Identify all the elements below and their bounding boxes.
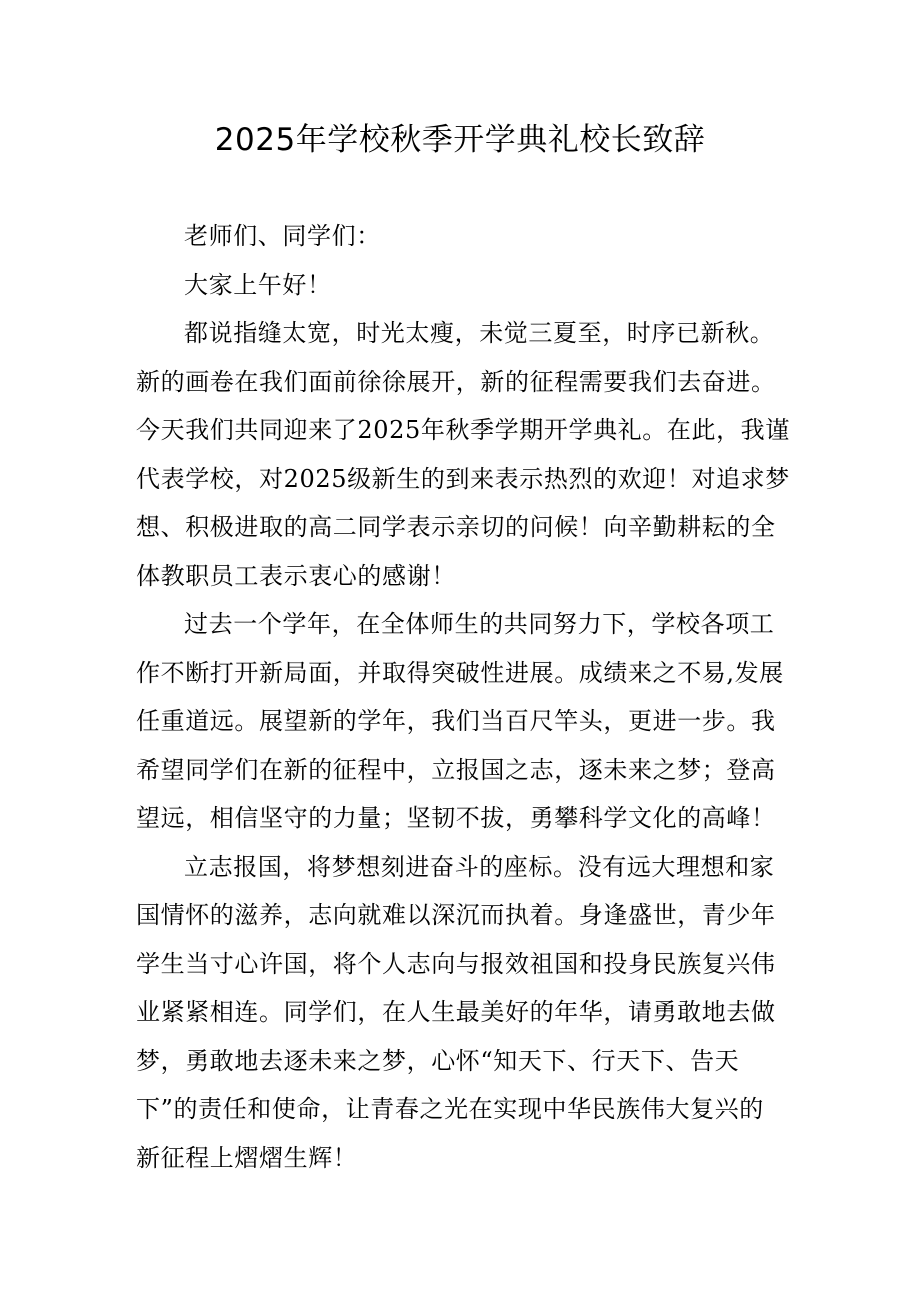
paragraph-line: 代表学校，对2025级新生的到来表示热烈的欢迎！对追求梦 [136,464,790,493]
paragraph-line: 新的画卷在我们面前徐徐展开，新的征程需要我们去奋进。 [136,367,776,396]
paragraph-line: 今天我们共同迎来了2025年秋季学期开学典礼。在此，我谨 [136,416,790,444]
paragraph-line: 梦，勇敢地去逐未来之梦，心怀“知天下、行天下、告天 [136,1046,740,1075]
paragraph-line: 任重道远。展望新的学年，我们当百尺竿头，更进一步。我 [136,707,776,735]
paragraph-line: 下”的责任和使命，让青春之光在实现中华民族伟大复兴的 [136,1095,764,1123]
paragraph-line: 望远，相信坚守的力量；坚韧不拔，勇攀科学文化的高峰！ [136,804,776,832]
document-title: 2025年学校秋季开学典礼校长致辞 [214,122,706,158]
paragraph-line: 过去一个学年，在全体师生的共同努力下，学校各项工 [184,610,775,638]
paragraph-line: 业紧紧相连。同学们，在人生最美好的年华，请勇敢地去做 [136,998,776,1026]
salutation: 老师们、同学们： [184,222,381,250]
paragraph-line: 立志报国，将梦想刻进奋斗的座标。没有远大理想和家 [184,852,775,881]
paragraph-line: 作不断打开新局面，并取得突破性进展。成绩来之不易,发展 [136,658,784,687]
paragraph-line: 学生当寸心许国，将个人志向与报效祖国和投身民族复兴伟 [136,949,776,978]
paragraph-line: 国情怀的滋养，志向就难以深沉而执着。身逢盛世，青少年 [136,901,776,929]
paragraph-1 [136,309,796,600]
paragraph-line: 希望同学们在新的征程中，立报国之志，逐未来之梦；登高 [136,755,776,784]
greeting: 大家上午好！ [184,270,332,299]
paragraph-2 [136,600,796,843]
paragraph-line: 都说指缝太宽，时光太瘦，未觉三夏至，时序已新秋。 [184,319,775,347]
paragraph-line: 想、积极进取的高二同学表示亲切的问候！向辛勤耕耘的全 [136,513,776,541]
paragraph-3 [136,843,796,1183]
paragraph-line: 体教职员工表示衷心的感谢！ [136,561,456,590]
document-body [136,212,796,1182]
paragraph-line: 新征程上熠熠生辉！ [136,1143,358,1172]
